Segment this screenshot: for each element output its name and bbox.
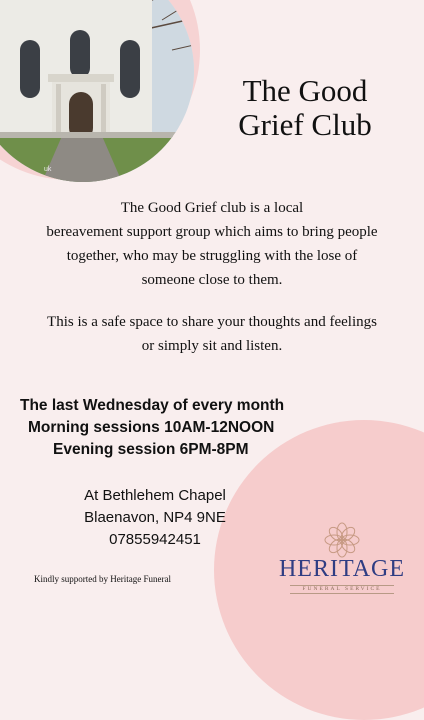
chapel-photo — [0, 0, 194, 182]
title-line-1: The Good — [242, 73, 368, 108]
phone-number: 07855942451 — [109, 531, 201, 548]
venue-name: At Bethlehem Chapel — [84, 487, 226, 504]
venue-location: Blaenavon, NP4 9NE — [84, 509, 226, 526]
sponsor-note: Kindly supported by Heritage Funeral — [34, 574, 171, 584]
heritage-logo — [268, 520, 416, 600]
photo-caption: uk — [44, 166, 52, 173]
description-line: or simply sit and listen. — [141, 338, 283, 354]
description-line: The Good Grief club is a local — [120, 200, 304, 216]
schedule-morning: Morning sessions 10AM-12NOON — [28, 419, 275, 436]
description-line: This is a safe space to share your thoughts and feelings — [47, 314, 377, 330]
page-title — [215, 74, 395, 142]
schedule-frequency: The last Wednesday of every month — [20, 397, 285, 414]
schedule-block — [20, 395, 320, 461]
description-line: bereavement support group which aims to bring people — [46, 224, 378, 240]
flower-icon — [324, 522, 360, 558]
logo-wordmark: HERITAGE — [278, 556, 406, 582]
logo-tagline: FUNERAL SERVICE — [290, 585, 394, 594]
safe-space-paragraph — [10, 310, 414, 358]
description-line: together, who may be struggling with the lose of — [66, 248, 358, 264]
address-block — [60, 485, 250, 551]
title-line-2: Grief Club — [238, 107, 372, 142]
description-paragraph — [10, 196, 414, 292]
schedule-evening: Evening session 6PM-8PM — [53, 441, 249, 458]
description-line: someone close to them. — [141, 272, 283, 288]
